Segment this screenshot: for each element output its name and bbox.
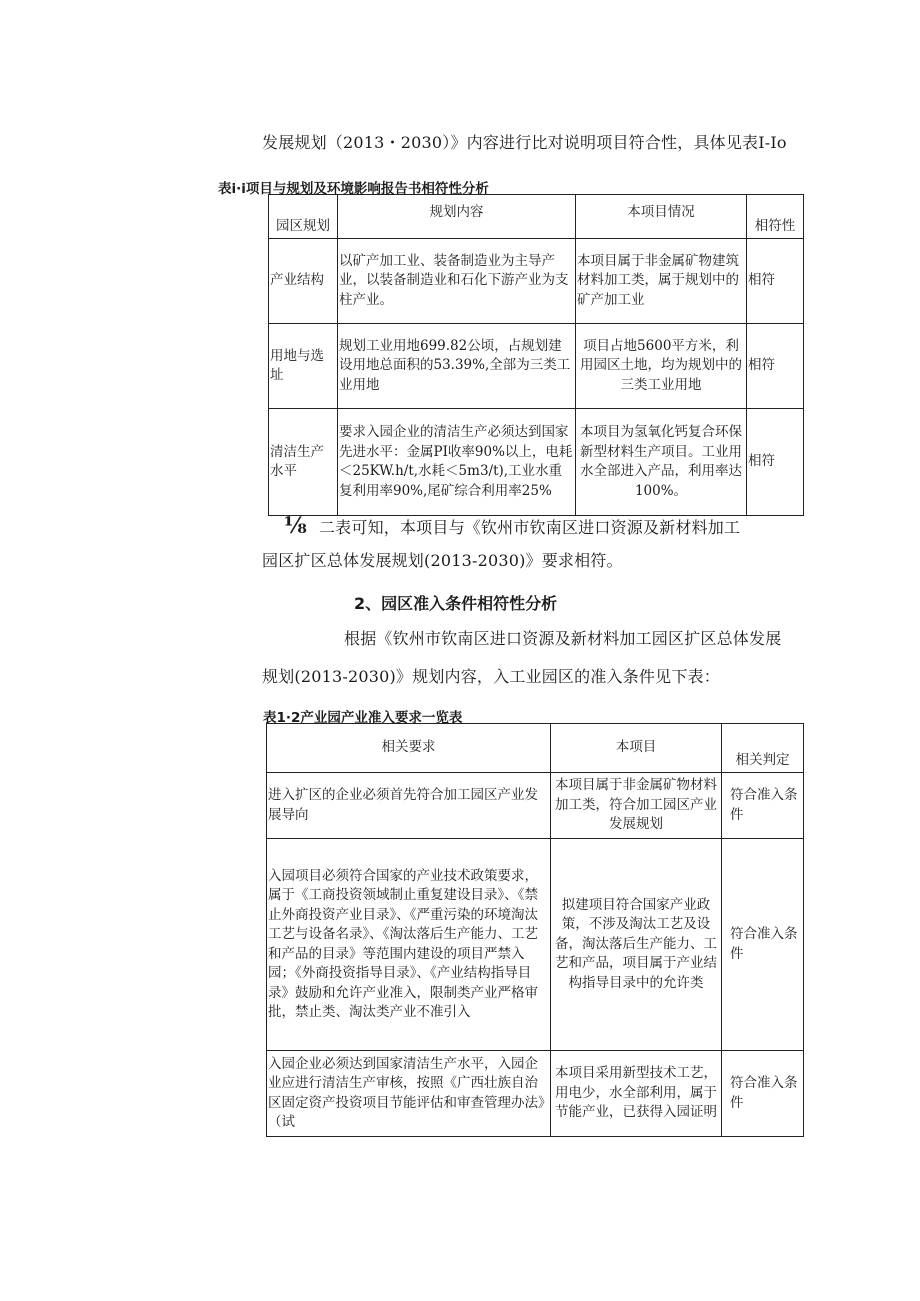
table1-plan: 规划工业用地699.82公顷，占规划建设用地总面积的53.39%,全部为三类工业用地 xyxy=(338,324,576,409)
table1-plan: 以矿产加工业、装备制造业为主导产业，以装备制造业和石化下游产业为支柱产业。 xyxy=(338,239,576,324)
table1-header-category: 园区规划 xyxy=(269,195,338,239)
table2-project: 本项目采用新型技术工艺，用电少，水全部利用，属于节能产业，已获得入园证明 xyxy=(551,1051,722,1137)
table1-category: 用地与选址 xyxy=(269,324,338,409)
table2-result: 符合准入条件 xyxy=(722,839,804,1051)
table-row xyxy=(267,773,804,839)
table2-project: 拟建项目符合国家产业政策，不涉及淘汰工艺及设备，淘汰落后生产能力、工艺和产品，项目属于产业结构指导目录中的允许类 xyxy=(551,839,722,1051)
table-row xyxy=(267,839,804,1051)
table2-header-result: 相关判定 xyxy=(722,724,804,773)
table1-header-row xyxy=(269,195,804,239)
basis-line1: 根据《钦州市钦南区进口资源及新材料加工园区扩区总体发展 xyxy=(344,629,782,648)
table-row xyxy=(269,409,804,516)
table-row xyxy=(269,239,804,324)
table1-project: 本项目属于非金属矿物建筑材料加工类，属于规划中的矿产加工业 xyxy=(576,239,747,324)
table2-requirement: 入园企业必须达到国家清洁生产水平，入园企业应进行清洁生产审核，按照《广西壮族自治区固定资产投资项目节能评估和审查管理办法》（试 xyxy=(267,1051,551,1137)
table2-header-project: 本项目 xyxy=(551,724,722,773)
table1 xyxy=(268,194,804,516)
table2-result: 符合准入条件 xyxy=(722,773,804,839)
table1-category: 产业结构 xyxy=(269,239,338,324)
table2-header-requirement: 相关要求 xyxy=(267,724,551,773)
table2-requirement: 入园项目必须符合国家的产业技术政策要求，属于《工商投资领域制止重复建设目录》、《禁止外商投资产业目录》、《严重污染的环境淘汰工艺与设备名录》、《淘汰落后生产能力、工艺和产品的目录》等范围内建设的项目严禁入园；《外商投资指导目录》、《产业结构指导目录》鼓励和允许产业准入，限制类产业严格审批，禁止类、淘汰类产业不准引入 xyxy=(267,839,551,1051)
table1-category: 清洁生产水平 xyxy=(269,409,338,516)
table2-header-row xyxy=(267,724,804,773)
conclusion-mark: ⅛ xyxy=(284,513,307,539)
basis-line2: 规划(2013-2030)》规划内容，入工业园区的准入条件见下表： xyxy=(262,667,720,686)
conclusion-line1: ⅛ 二表可知，本项目与《钦州市钦南区进口资源及新材料加工 xyxy=(284,513,741,539)
section-heading: 2、园区准入条件相符性分析 xyxy=(354,594,558,613)
table1-header-result: 相符性 xyxy=(747,195,804,239)
table1-result: 相符 xyxy=(747,324,804,409)
table2-requirement: 进入扩区的企业必须首先符合加工园区产业发展导向 xyxy=(267,773,551,839)
table1-plan: 要求入园企业的清洁生产必须达到国家先进水平：金属PI收率90%以上，电耗＜25KW.h/t,水耗＜5m3/t),工业水重复利用率90%,尾矿综合利用率25% xyxy=(338,409,576,516)
table1-project: 本项目为氢氧化钙复合环保新型材料生产项目。工业用水全部进入产品，利用率达100%。 xyxy=(576,409,747,516)
table-row xyxy=(267,1051,804,1137)
table2-caption: 表1·2产业园产业准入要求一览表 xyxy=(263,710,463,726)
table1-result: 相符 xyxy=(747,239,804,324)
conclusion-line2: 园区扩区总体发展规划(2013-2030)》要求相符。 xyxy=(262,551,623,570)
table2-result: 符合准入条件 xyxy=(722,1051,804,1137)
table2-project: 本项目属于非金属矿物材料加工类，符合加工园区产业发展规划 xyxy=(551,773,722,839)
table-row xyxy=(269,324,804,409)
table2 xyxy=(266,723,804,1137)
intro-line: 发展规划（2013・2030）》内容进行比对说明项目符合性，具体见表I-Io xyxy=(262,133,787,152)
table1-header-plan: 规划内容 xyxy=(338,195,576,239)
table1-project: 项目占地5600平方米，利用园区土地，均为规划中的三类工业用地 xyxy=(576,324,747,409)
table1-result: 相符 xyxy=(747,409,804,516)
table1-header-project: 本项目情况 xyxy=(576,195,747,239)
table1-caption: 表i·i项目与规划及环境影响报告书相符性分析 xyxy=(218,181,489,197)
